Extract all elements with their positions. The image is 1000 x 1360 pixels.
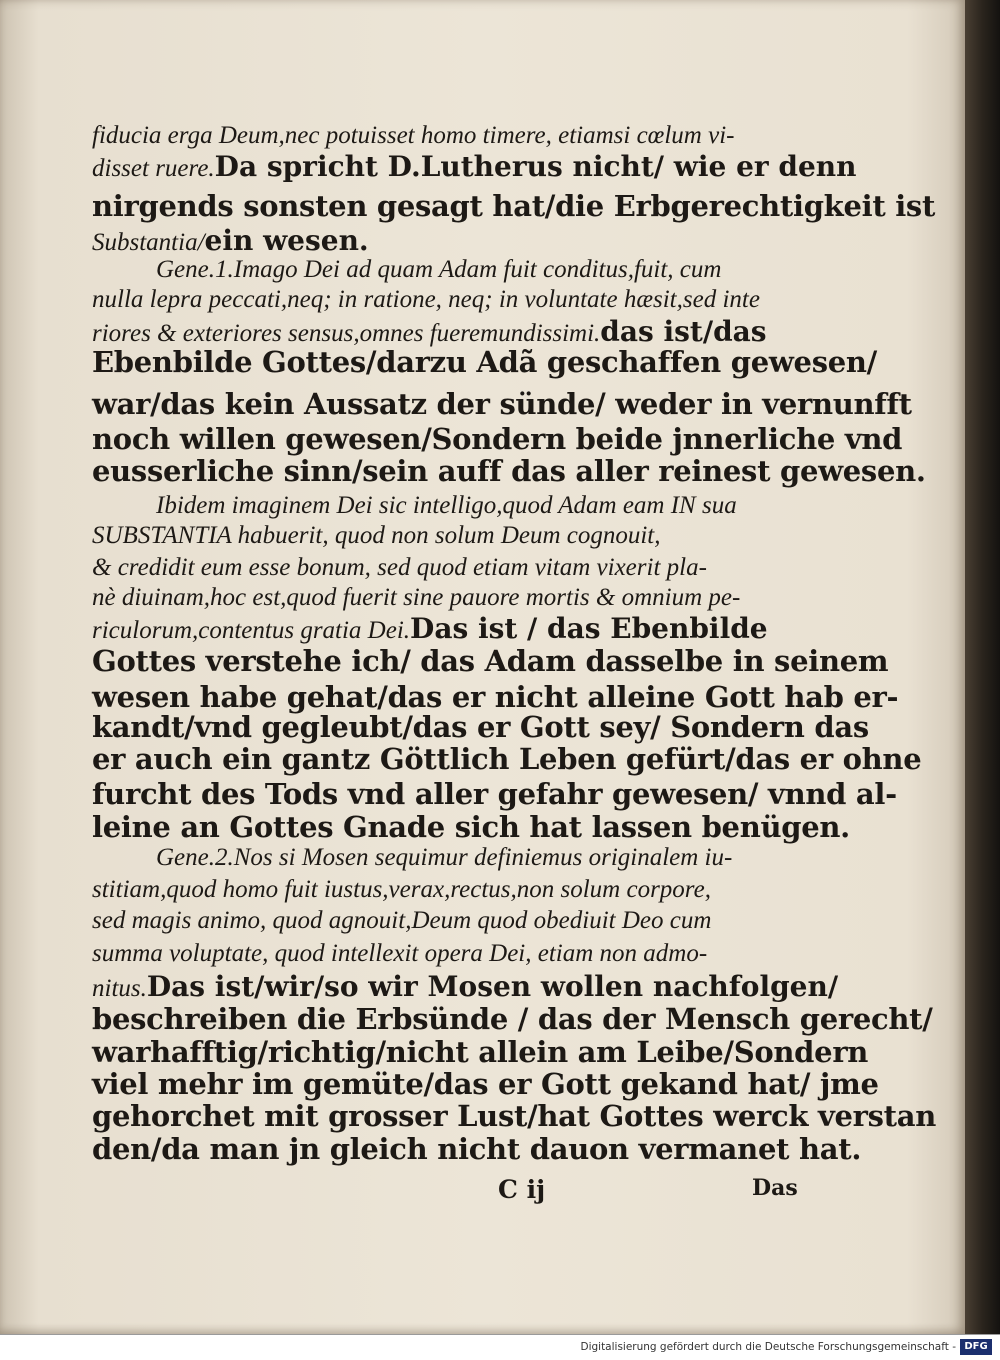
text-line: er auch ein gantz Göttlich Leben gefürt/das er ohne [92, 742, 922, 776]
text-line: gehorchet mit grosser Lust/hat Gottes werck verstan [92, 1099, 937, 1133]
footer-credit: Digitalisierung gefördert durch die Deutsche Forschungsgemeinschaft - [580, 1341, 956, 1353]
dfg-logo: DFG [960, 1339, 992, 1355]
german-fragment: das ist/das [600, 315, 767, 348]
text-line: war/das kein Aussatz der sünde/ weder in vernunfft [92, 387, 912, 421]
german-fragment: Das ist / das Ebenbilde [410, 612, 768, 645]
page-foot [0, 1175, 965, 1215]
funding-footer [0, 1334, 1000, 1360]
latin-fragment: disset ruere. [92, 155, 215, 182]
text-line: nirgends sonsten gesagt hat/die Erbgerechtigkeit ist [92, 189, 936, 223]
text-line: & credidit eum esse bonum, sed quod etiam vitam vixerit pla- [92, 554, 707, 581]
text-line: stitiam,quod homo fuit iustus,verax,rectus,non solum corpore, [92, 876, 711, 903]
text-line: furcht des Tods vnd aller gefahr gewesen/ vnnd al- [92, 777, 897, 811]
latin-fragment: riores & exteriores sensus,omnes fueremundissimi. [92, 320, 601, 347]
text-line: nè diuinam,hoc est,quod fuerit sine pauore mortis & omnium pe- [92, 584, 741, 611]
text-line: sed magis animo, quod agnouit,Deum quod obediuit Deo cum [92, 907, 712, 934]
text-line [92, 150, 857, 183]
german-fragment: ein wesen. [204, 224, 369, 257]
text-line: leine an Gottes Gnade sich hat lassen benügen. [92, 810, 850, 844]
catchword: Das [752, 1175, 798, 1201]
text-line: viel mehr im gemüte/das er Gott gekand hat/ jme [92, 1067, 879, 1101]
page-edge-shadow [965, 0, 1000, 1334]
text-line: warhafftig/richtig/nicht allein am Leibe/Sondern [92, 1035, 869, 1069]
latin-fragment: nitus. [92, 975, 147, 1002]
text-line: Gene.2.Nos si Mosen sequimur definiemus originalem iu- [156, 844, 733, 871]
german-fragment: Da spricht D.Lutherus nicht/ wie er denn [214, 150, 857, 183]
text-line: den/da man jn gleich nicht dauon vermanet hat. [92, 1132, 862, 1166]
text-line: summa voluptate, quod intellexit opera Dei, etiam non admo- [92, 940, 708, 967]
text-line: Gene.1.Imago Dei ad quam Adam fuit conditus,fuit, cum [156, 256, 722, 283]
text-line: Ebenbilde Gottes/darzu Adã geschaffen gewesen/ [92, 345, 877, 379]
text-line: wesen habe gehat/das er nicht alleine Gott hab er- [92, 680, 899, 714]
text-line [92, 224, 369, 257]
latin-fragment: Substantia/ [92, 229, 205, 256]
text-line [92, 612, 768, 645]
text-line: Ibidem imaginem Dei sic intelligo,quod Adam eam IN sua [156, 492, 737, 519]
text-line: eusserliche sinn/sein auff das aller reinest gewesen. [92, 454, 926, 488]
text-line: beschreiben die Erbsünde / das der Mensch gerecht/ [92, 1002, 933, 1036]
text-line: SUBSTANTIA habuerit, quod non solum Deum cognouit, [92, 522, 661, 549]
text-line [92, 970, 839, 1003]
text-line: noch willen gewesen/Sondern beide jnnerliche vnd [92, 422, 903, 456]
text-line: Gottes verstehe ich/ das Adam dasselbe in seinem [92, 644, 889, 678]
signature-mark: C ij [498, 1175, 546, 1204]
text-line: nulla lepra peccati,neq; in ratione, neq; in voluntate hæsit,sed inte [92, 286, 760, 313]
german-fragment: Das ist/wir/so wir Mosen wollen nachfolgen/ [146, 970, 839, 1003]
text-line: kandt/vnd gegleubt/das er Gott sey/ Sondern das [92, 710, 869, 744]
latin-fragment: riculorum,contentus gratia Dei. [92, 617, 411, 644]
text-line: fiducia erga Deum,nec potuisset homo timere, etiamsi cœlum vi- [92, 122, 735, 149]
text-line [92, 315, 767, 348]
